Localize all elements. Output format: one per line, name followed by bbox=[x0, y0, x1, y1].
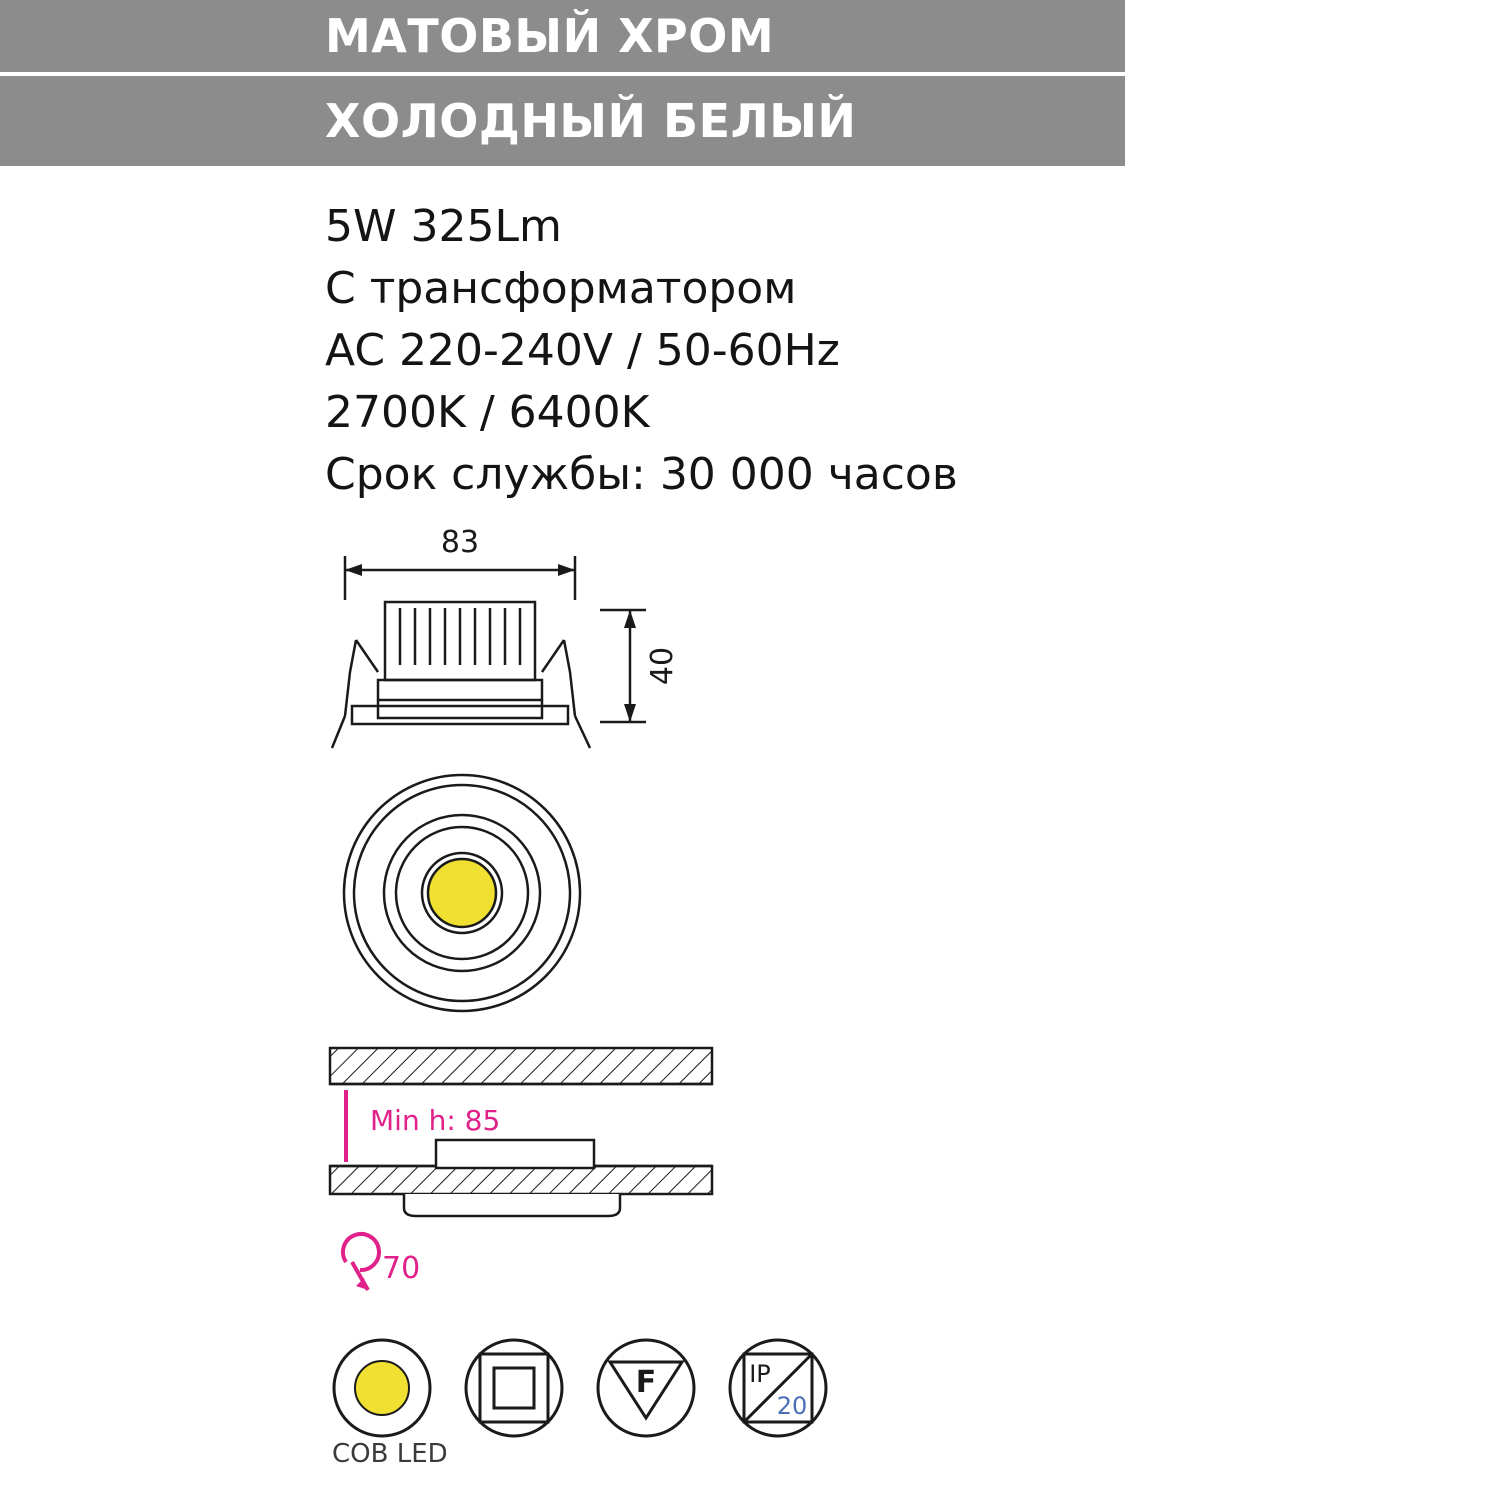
side-view-drawing bbox=[332, 556, 646, 748]
ip-prefix-label: IP bbox=[749, 1360, 771, 1388]
header-bar-finish bbox=[0, 0, 1125, 72]
spec-voltage: AC 220-240V / 50-60Hz bbox=[325, 325, 840, 376]
spec-list bbox=[325, 196, 1325, 506]
min-height-label: Min h: 85 bbox=[370, 1104, 501, 1137]
led-chip-front-view bbox=[428, 859, 496, 927]
cutout-diameter-label: 70 bbox=[382, 1251, 421, 1286]
ip-value-label: 20 bbox=[776, 1392, 808, 1420]
dimension-height-label: 40 bbox=[645, 646, 680, 686]
header-color-temp-label: ХОЛОДНЫЙ БЕЛЫЙ bbox=[325, 94, 857, 148]
f-mark-icon bbox=[598, 1340, 694, 1436]
spec-color-temperature: 2700K / 6400K bbox=[325, 387, 650, 438]
class-2-double-insulation-icon bbox=[466, 1340, 562, 1436]
cutout-icon bbox=[343, 1234, 379, 1290]
ip20-icon bbox=[730, 1340, 826, 1436]
cob-led-icon bbox=[334, 1340, 430, 1436]
spec-transformer: С трансформатором bbox=[325, 263, 797, 314]
dimension-width-label: 83 bbox=[440, 525, 480, 560]
header-finish-label: МАТОВЫЙ ХРОМ bbox=[325, 9, 775, 63]
cob-led-label: COB LED bbox=[332, 1439, 448, 1469]
front-view-drawing bbox=[344, 775, 580, 1011]
f-mark-label: F bbox=[635, 1365, 657, 1400]
header-bar-color-temp bbox=[0, 76, 1125, 166]
spec-lifetime: Срок службы: 30 000 часов bbox=[325, 449, 958, 500]
installation-section-drawing bbox=[330, 1048, 712, 1216]
spec-power: 5W 325Lm bbox=[325, 201, 562, 252]
